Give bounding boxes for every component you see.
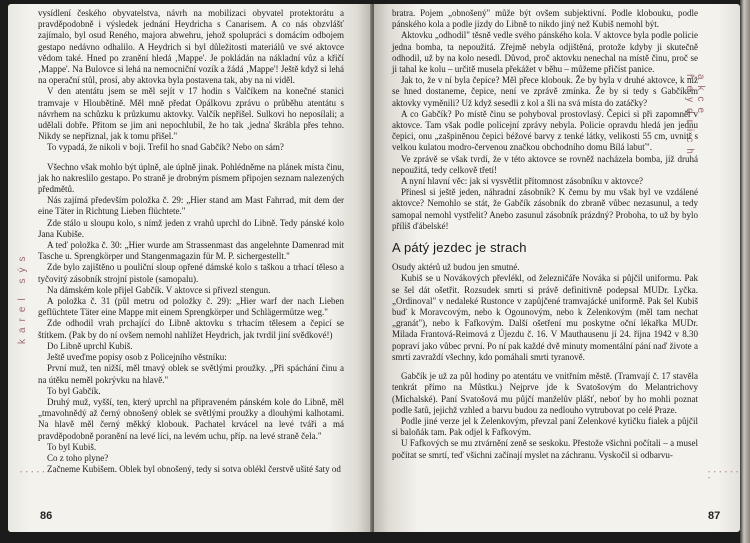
section-break — [38, 154, 344, 162]
paragraph: Začneme Kubišem. Oblek byl obnošený, tedy si sotva oblékl čerstvě ušité šaty od — [47, 464, 341, 475]
paragraph: Ve zprávě se však tvrdí, že v této aktovce se rovněž nacházela bomba, jíž druhá nepoužitá, tedy celkově třetí! — [392, 153, 698, 175]
paragraph: Gabčík je už za půl hodiny po atentátu ve vnitřním městě. (Tramvají č. 17 stavěla tenkrát přímo na Můstku.) Nejprve jde k Svatošovým do Melantrichovy (Michalské). Paní Svatošová mu půjčí manželův plášť, neboť by ho mohli poznat podle šatů, jejichž vzhled a barvu budou za nedlouho vytrubovat po celé Praze. — [392, 371, 698, 415]
page-number-left: 86 — [40, 510, 53, 522]
paragraph: bratra. Pojem „obnošený" může být ovšem subjektivní. Podle klobouku, podle pánského kola a podle jízdy do Libně to nikdo jiný než Kubiš nemohl být. — [392, 8, 698, 30]
decorative-dots: • • • • • • • — [20, 470, 57, 476]
decorative-dots: • • • • • • • — [708, 470, 740, 482]
paragraph: Kubiš se u Novákových převlékl, od železničáře Nováka si půjčil uniformu. Pak se šel dát ošetřit. Rozsudek smrti si právě definitivně podepsal MUDr. Lyčka. „Ordinoval" v nedaleké Rustonce v zapůjčené tramvajácké uniformě. Pak šel Kubiš buď k Moravcovým, nebo k Ogounovým, nebo k Zelenkovým (měl tam nechat „granát"), nebo k Fafkovým. Další ošetření mu poskytne oční lékařka MUDr. Milada Frantová-Reimová z Újezdu č. 16. V Mauthausenu jí 24. října 1942 v 8.30 popraví jako vůbec první. Po ní pak každé dvě minuty momentální pání naď živote a smrtí zavraždí všechny, kdo pomáhali smrti tyranově. — [392, 273, 698, 362]
page-edge — [740, 0, 750, 543]
paragraph: V den atentátu jsem se měl sejít v 17 hodin s Valčíkem na konečné stanici tramvaje v Hloubětíně. Měl mně předat Opálkovu zprávu o průběhu atentátu s návrhem na schůzku k průzkumu aktovky. Valčík nepřišel. Sulkovi ho neposílali; a udělali dobře. Přitom se jim ani nepochlubil, že ho tak ‚jedna' škrábla přes tehno. Nikdy se nepřiznal, jak k tomu přišel." — [38, 86, 344, 142]
paragraph: Nás zajímá především položka č. 29: „Hier stand am Mast Fahrrad, mit dem der eine Täter in Richtung Lieben flüchtete." — [38, 195, 344, 217]
left-page-text — [38, 8, 344, 475]
open-book — [8, 4, 740, 536]
paragraph: Druhý muž, vyšší, ten, který uprchl na připraveném pánském kole do Libně, měl „tmavohnědý až černý obnošený oblek se světlými proužky a dlouhými kalhotami. Na hlavě měl černý měkký klobouk. Pachatel krvácel na levé tváři a má pravděpodobně poranění na levé líci, na levém uchu, příp. na levé straně čela." — [38, 396, 344, 441]
paragraph: Ještě uveďme popisy osob z Policejního věstníku: — [47, 352, 227, 363]
paragraph: Zde odhodil vrah prchající do Libně aktovku s trhacím tělesem a čepicí se štítkem. (Pak by do ní ovšem nemohl nahlížet Heydrich, jak tvrdil jiní svědkové!) — [38, 318, 344, 340]
left-page — [8, 4, 372, 532]
section-break — [392, 363, 698, 371]
chapter-heading: A pátý jezdec je strach — [392, 240, 527, 256]
page-number-right: 87 — [708, 510, 721, 522]
paragraph: Jak to, že v ní byla čepice? Měl přece klobouk. Že by byla v druhé aktovce, k níž se hned dostaneme, čepice, není ve zprávě zmínka. Že by si tedy s Gabčíkem aktovky vyměnili? Už když sesedli z kol a šli na svá místa do zatáčky? — [392, 75, 698, 108]
paragraph: A teď položka č. 30: „Hier wurde am Strassenmast das angelehnte Damenrad mit Tasche u. Sprengkörper und Stangenmagazin für M. P. sichergestellt." — [38, 240, 344, 262]
running-head-title: akce heydrich — [684, 74, 706, 160]
paragraph: Zde stálo u sloupu kolo, s nímž jeden z vrahů uprchl do Libně. Tedy pánské kolo Jana Kubiše. — [38, 217, 344, 239]
right-page-text-after — [392, 262, 698, 460]
paragraph: A položka č. 31 (půl metru od položky č. 29): „Hier warf der nach Lieben geflüchtete Täter eine Mappe mit einem Sprengkörper und Schlägermütze weg." — [38, 296, 344, 318]
paragraph: Všechno však mohlo být úplně, ale úplně jinak. Pohlédněme na plánek místa činu, jak ho nakreslilo gestapo. Po straně je drobným písmem připojen seznam nalezených předmětů. — [38, 161, 344, 195]
paragraph: Do Libně uprchl Kubiš. — [47, 340, 133, 351]
paragraph: Zde bylo zajištěno u pouliční sloup opřené dámské kolo s taškou a trhací těleso a tyčovitý zásobník strojní pistole (samopalu). — [38, 262, 344, 284]
right-page-text-before — [392, 8, 698, 232]
right-page-text — [392, 8, 698, 461]
paragraph: A co Gabčík? Po místě činu se pohyboval prostovlasý. Čepici si při zapomněl v aktovce. Tam však podle policejní zprávy nebyla. Policie opravdu hledá jen jednu čepici, onu „zašpiněnou čepici béžové barvy z tenké látky, velikosti 55 cm, uvnitř s velkou kulatou modro-červenou značkou obchodního domu Bílá labuť". — [392, 108, 698, 153]
paragraph: To byl Gabčík. — [47, 385, 101, 396]
paragraph: To byl Kubiš. — [47, 441, 97, 452]
paragraph: U Fafkových se mu ztvárnění zeně se seskoku. Přestože všichni počítali – a musel počítat se smrtí, teď všichni začínají myslet na záchranu. Vyskočil si odbarvu- — [392, 438, 698, 460]
right-page — [374, 4, 740, 532]
paragraph: Co z toho plyne? — [47, 452, 109, 463]
paragraph: Přinesl si ještě jeden, náhradní zásobník? K čemu by mu však byl ve vzdálené aktovce? Nemohlo se stát, že Gabčík zásobník do zbraně vůbec nezasunul, a tedy samopal nemohl vystřelit? Anebo zasunul zásobník prázdný? Proboha, to už by bylo příliš ďábelské! — [392, 187, 698, 231]
paragraph: A nyní hlavní věc: jak si vysvětlit přítomnost zásobníku v aktovce? — [401, 176, 643, 187]
paragraph: Podle jiné verze jel k Zelenkovým, převzal paní Zelenkové kytičku fialek a půjčil si baloňák tam. Pak odjel k Fafkovým. — [392, 415, 698, 438]
paragraph: Osudy aktérů už budou jen smutné. — [392, 262, 520, 273]
paragraph: vysídlení českého obyvatelstva, návrh na mobilizaci obyvatel protektorátu a pravděpodobně i výsledek jednání Heydricha s Canarisem. A co nás obzvlášť zajímalo, byl osud Reného, majora abwehru, jehož spolupráci s domácím odbojem gestapo nedávno odhalilo. A Heydrich si byl důležitosti materiálů ve své aktovce vědom také. Hned po zranění hledá ‚Mappe'. Je pokládán na nákladní vůz a křičí ‚Mappe'. Na Bulovce si lehá na nemocniční vozík a žádá ‚Mappe'! Ještě když si lehá na operační stůl, prosí, aby aktovka byla postavena tak, aby na ni viděl. — [38, 8, 344, 86]
paragraph: Na dámském kole přijel Gabčík. V aktovce si přivezl stengun. — [47, 284, 271, 295]
paragraph: První muž, ten nižší, měl tmavý oblek se světlými proužky. „Při spáchání činu a na útěku neměl pokrývku na hlavě." — [38, 363, 344, 385]
running-head-author: karel sýs — [17, 250, 28, 344]
paragraph: Aktovku „odhodil" těsně vedle svého pánského kola. V aktovce byla podle policie jedna bomba, ta nepoužitá. Zřejmě nebyla odjištěná, protože kdyby ji skutečně odhodil, už by na kolo nesedl. Důvod, proč aktovku nenechal na místě činu, proč se ji tahal ke kolu – určitě musela překážet v běhu – můžeme přičíst panice. — [392, 30, 698, 75]
paragraph: To vypadá, že nikoli v boji. Trefil ho snad Gabčík? Nebo on sám? — [47, 142, 284, 153]
